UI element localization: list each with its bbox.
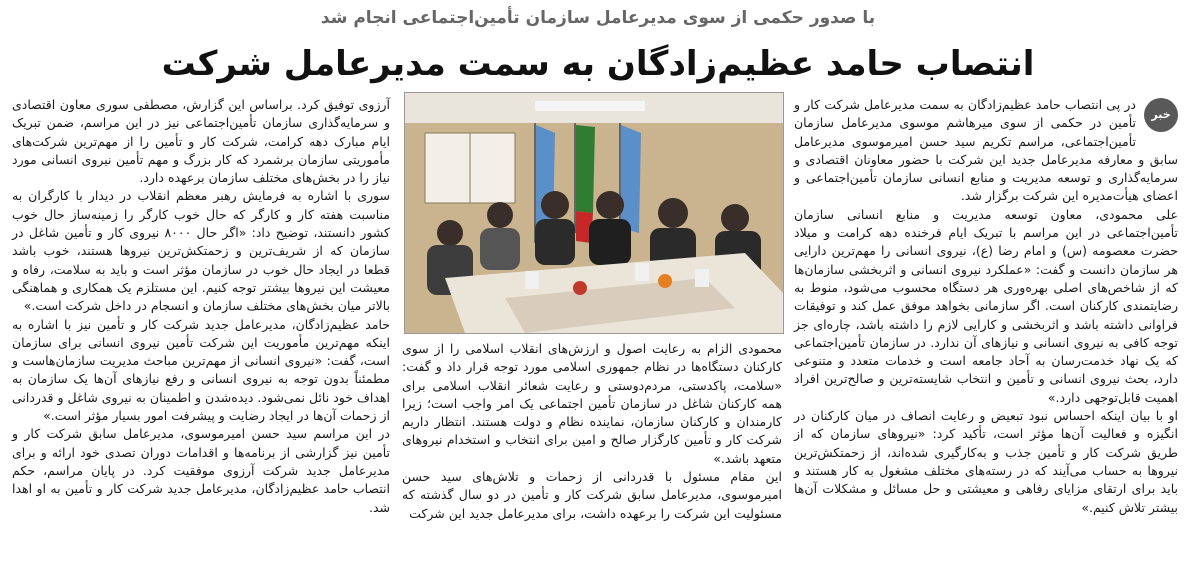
flag-blue — [621, 125, 641, 233]
paragraph: محمودی الزام به رعایت اصول و ارزش‌های انقلاب اسلامی را از سوی کارکنان دستگاه‌ها در نظام جمهوری اسلامی مورد توجه قرار داد و گفت: «سلامت، پاکدستی، مردم‌دوستی و رعایت شعائر انقلاب اسلامی برای همه کارکنان شاغل در سازمان تأمین اجتماعی یک امر واجب است؛ زیرا کارمندان و کارکنان سازمان، نماینده نظام و دولت هستند. انتظار داریم شرکت کار و تأمین کارگزار صالح و امین برای انتخاب و استخدام نیروهای متعهد باشد.» — [402, 341, 782, 466]
paragraph: در پی انتصاب حامد عظیم‌زادگان به سمت مدیرعامل شرکت کار و تأمین در حکمی از سوی میرهاشم موسوی مدیرعامل سازمان تأمین‌اجتماعی، مراسم تکریم سید حسن امیرموسوی مدیرعامل سابق و معارفه مدیرعامل جدید این شرکت با حضور معاونان اقتصادی و سرمایه‌گذاری و توسعه مدیریت و منابع انسانی سازمان تأمین‌اجتماعی و اعضای هیأت‌مدیره این شرکت برگزار شد. — [794, 97, 1178, 204]
flag-green — [576, 125, 595, 213]
meeting-photo-illustration — [405, 93, 783, 333]
meeting-photo — [404, 92, 784, 334]
paragraph: در این مراسم سید حسن امیرموسوی، مدیرعامل سابق شرکت کار و تأمین نیز گزارشی از برنامه‌ها و اقدامات دوران تصدی خود ارائه و برای مدیرعامل جدید شرکت آرزوی موفقیت کرد. در پایان مراسم، حکم انتصاب حامد عظیم‌زادگان، مدیرعامل جدید شرکت کار و تأمین به او اهدا شد. — [12, 426, 390, 515]
paragraph: این مقام مسئول با قدردانی از زحمات و تلاش‌های سید حسن امیرموسوی، مدیرعامل سابق شرکت کار و تأمین در دو سال گذشته که مسئولیت این شرکت را برعهده داشت، برای مدیرعامل جدید این شرکت — [402, 469, 782, 521]
article-subheadline: با صدور حکمی از سوی مدیرعامل سازمان تأمین‌اجتماعی انجام شد — [320, 8, 876, 28]
article-headline: انتصاب حامد عظیم‌زادگان به سمت مدیرعامل شرکت — [161, 44, 1035, 84]
news-badge: خبر — [1144, 98, 1178, 132]
article-column-middle — [402, 340, 782, 523]
water-bottle — [525, 271, 539, 289]
paragraph: علی محمودی، معاون توسعه مدیریت و منابع انسانی سازمان تأمین‌اجتماعی در این مراسم با تبریک ایام فرخنده دهه کرامت و میلاد حضرت معصومه (س) و امام رضا (ع)، نیروی انسانی را مهم‌ترین دارایی هر سازمان دانست و گفت: «عملکرد نیروی انسانی و اثربخشی سازمان‌ها که از شاخص‌های اصلی بهره‌وری هر دستگاه محسوب می‌شود، منوط به رضایتمندی کارکنان است. اگر سازمانی بخواهد موفق عمل کند و توفیقات فراوانی داشته باشد و اثربخشی و کارایی لازم را داشته باشد، چاره‌ای جز توجه کافی به نیروی انسانی و نیازهای آن ندارد. در سازمان تأمین‌اجتماعی که یک نهاد خدمت‌رسان به آحاد جامعه است و خدمات متعدد و متنوعی دارد، بحث نیروی انسانی و تأمین و انتخاب شایسته‌ترین و صالح‌ترین افراد اهمیت قابل‌توجهی دارد.» — [794, 206, 1178, 405]
article-column-left — [12, 96, 390, 517]
paragraph: او با بیان اینکه احساس نبود تبعیض و رعایت انصاف در میان کارکنان در انگیزه و فعالیت آن‌ها مؤثر است، تأکید کرد: «نیروهای سازمان که از طریق شرکت کار و تأمین جذب و به‌کارگیری شده‌اند، از زحمتکش‌ترین نیروها به حساب می‌آیند که در رسته‌های مختلف مشغول به کار هستند و باید برای ارتقای مزایای رفاهی و معیشتی و حل مسائل و مشکلات آن‌ها بیشتر تلاش کنیم.» — [794, 408, 1178, 515]
paragraph: آرزوی توفیق کرد. براساس این گزارش، مصطفی سوری معاون اقتصادی و سرمایه‌گذاری سازمان تأمین‌اجتماعی نیز در این مراسم، ضمن تبریک ایام مبارک دهه کرامت، شرکت کار و تأمین را از مهم‌ترین شرکت‌های مأموریتی سازمان برشمرد که کار بزرگ و مهم تأمین نیروی انسانی مورد نیاز را در بخش‌های مختلف سازمان برعهده دارد. — [12, 97, 390, 186]
paragraph: سوری با اشاره به فرمایش رهبر معظم انقلاب در دیدار با کارگران به مناسبت هفته کار و کارگر که حال خوب کارگر را زمینه‌ساز حال خوب کشور دانستند، توضیح داد: «اگر حال ۸۰۰۰ نیروی کار و تأمین شاغل در سازمان که از شریف‌ترین و زحمتکش‌ترین نیروها هستند، خوب باشد قطعا در ایجاد حال خوب در سازمان مؤثر است و باید به سلامت، رفاه و معیشت این نیروها بیشتر توجه کنیم. این مستلزم یک همکاری و هماهنگی بالاتر میان بخش‌های مختلف سازمان و انسجام در داخل شرکت است.» — [12, 188, 390, 314]
article-column-right — [794, 96, 1178, 517]
paragraph: حامد عظیم‌زادگان، مدیرعامل جدید شرکت کار و تأمین نیز با اشاره به اینکه مهم‌ترین مأموریت این شرکت تأمین نیروی انسانی برای سازمان است، گفت: «نیروی انسانی از مهم‌ترین مباحث مدیریت سازمان‌هاست و مطمئناً بدون توجه به نیروی انسانی و رفع نیازهای آن‌ها یک سازمان به اهداف خود نائل نمی‌شود. دیده‌شدن و اطمینان به نیروی شاغل و قدردانی از زحمات آن‌ها در ایجاد رضایت و پیشرفت امور بسیار مؤثر است.» — [12, 316, 390, 424]
ceiling-light — [535, 101, 645, 111]
person-head — [658, 198, 688, 228]
fruit — [573, 281, 587, 295]
